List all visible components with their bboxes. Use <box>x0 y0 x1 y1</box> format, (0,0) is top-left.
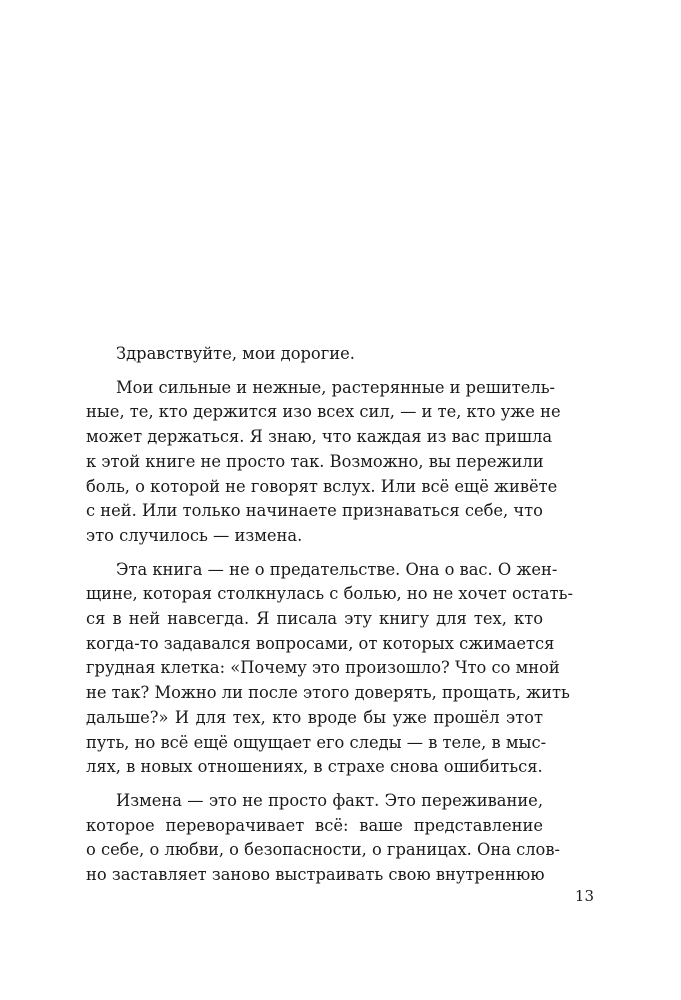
text-line: лях, в новых отношениях, в страхе снова ошибиться. <box>86 757 543 777</box>
body-text <box>86 342 573 897</box>
text-line: ные, те, кто держится изо всех сил, — и те, кто уже не <box>86 402 561 422</box>
text-line: с ней. Или только начинаете признаваться себе, что <box>86 501 543 521</box>
text-line: которое переворачивает всё: ваше представление <box>86 815 543 835</box>
page-number: 13 <box>574 887 594 905</box>
text-line: может держаться. Я знаю, что каждая из вас пришла <box>86 427 553 447</box>
text-line: дальше?» И для тех, кто вроде бы уже прошёл этот <box>86 707 543 727</box>
text-line: к этой книге не просто так. Возможно, вы пережили <box>86 451 544 471</box>
paragraph-3 <box>86 789 561 888</box>
text-line: Эта книга — не о предательстве. Она о вас. О жен- <box>116 559 558 579</box>
text-line: это случилось — измена. <box>86 525 303 545</box>
text-line: Мои сильные и нежные, растерянные и решитель- <box>116 377 556 397</box>
paragraph-1 <box>86 376 561 549</box>
text-line: не так? Можно ли после этого доверять, прощать, жить <box>86 683 570 703</box>
text-line: боль, о которой не говорят вслух. Или всё ещё живёте <box>86 476 558 496</box>
text-line: ся в ней навсегда. Я писала эту книгу для тех, кто <box>86 609 543 629</box>
text-line: о себе, о любви, о безопасности, о границах. Она слов- <box>86 840 561 860</box>
text-line: щине, которая столкнулась с болью, но не хочет остать- <box>86 584 573 604</box>
text-line: Измена — это не просто факт. Это переживание, <box>116 790 543 810</box>
text-line: когда-то задавался вопросами, от которых сжимается <box>86 633 555 653</box>
text-line: грудная клетка: «Почему это произошло? Что со мной <box>86 658 560 678</box>
greeting-line: Здравствуйте, мои дорогие. <box>116 344 355 363</box>
text-line: путь, но всё ещё ощущает его следы — в теле, в мыс- <box>86 732 547 752</box>
paragraph-2 <box>86 558 573 780</box>
text-line: но заставляет заново выстраивать свою внутреннюю <box>86 865 545 885</box>
